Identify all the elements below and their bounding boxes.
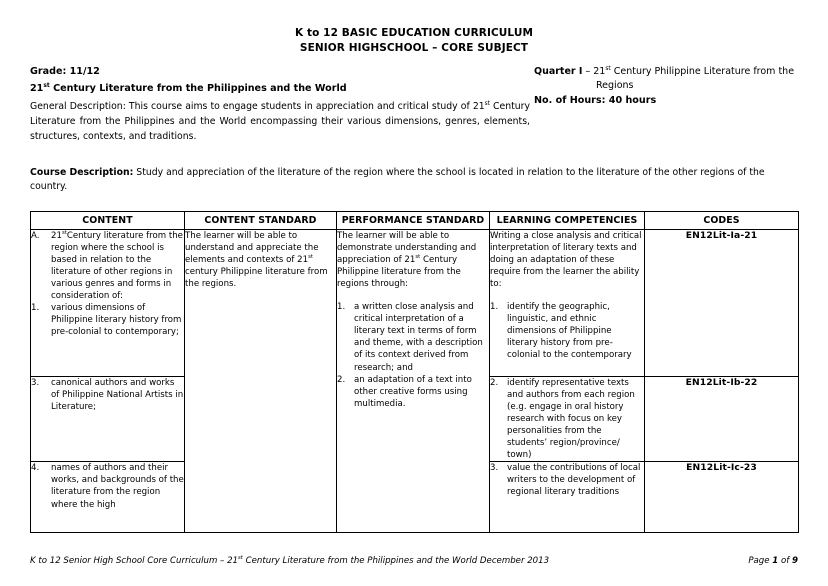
content-standard-cell	[185, 229, 337, 533]
content-item-4-marker: 4.	[31, 463, 40, 474]
column-header-content-standard: CONTENT STANDARD	[185, 211, 337, 229]
footer-page-number: 1	[772, 556, 779, 566]
content-item-a-text-pre: 21	[51, 230, 62, 241]
document-title-line-2: SENIOR HIGHSCHOOL – CORE SUBJECT	[299, 41, 529, 54]
learning-competency-item-1	[490, 301, 644, 361]
learning-competency-item-1-marker: 1.	[490, 302, 499, 313]
learning-competencies-cell-row1	[490, 229, 645, 376]
performance-standard-superscript: st	[415, 253, 421, 260]
performance-standard-item-1-marker: 1.	[337, 302, 346, 313]
curriculum-table	[30, 211, 799, 534]
content-cell-row3	[31, 462, 185, 533]
learning-competencies-cell-row3	[490, 462, 645, 533]
code-cell-row1: EN12Lit-Ia-21	[645, 229, 799, 376]
footer-page-word: Page	[748, 556, 773, 566]
footer-left-post: Century Literature from the Philippines and the World December 2013	[242, 556, 550, 566]
page-footer	[30, 556, 798, 566]
content-item-1	[31, 302, 184, 338]
header-block	[30, 65, 798, 145]
performance-standard-item-2-text: an adaptation of a text into other creative forms using multimedia.	[354, 374, 472, 409]
code-cell-row3: EN12Lit-Ic-23	[645, 462, 799, 533]
quarter-label: Quarter I	[534, 66, 583, 77]
content-item-4-text: names of authors and their works, and backgrounds of the literature from the region where the high	[51, 463, 184, 510]
content-standard-text	[185, 230, 336, 290]
quarter-dash: – 21	[582, 66, 606, 77]
document-title	[30, 26, 798, 55]
performance-standard-intro-post: Century Philippine literature from the regions through:	[337, 254, 461, 289]
column-header-content: CONTENT	[31, 211, 185, 229]
performance-standard-cell	[337, 229, 490, 533]
course-title-prefix: 21	[30, 83, 44, 94]
course-title-superscript: st	[43, 81, 50, 89]
content-item-a-text	[51, 230, 184, 303]
content-item-a-superscript: st	[61, 229, 67, 236]
content-item-3-text: canonical authors and works of Philippine National Artists in Literature;	[51, 377, 184, 412]
content-item-a-marker: A.	[31, 230, 40, 241]
quarter-rest: Century Philippine Literature from the	[610, 66, 795, 77]
learning-competency-item-2	[490, 377, 644, 462]
general-description-part1: This course aims to engage students in appreciation and critical study of 21	[125, 101, 485, 112]
learning-competencies-cell-row2	[490, 376, 645, 462]
content-item-a-text-post: Century literature from the region where the school is based in relation to the literature of other regions in various genres and forms in consideration of:	[51, 230, 183, 302]
column-header-learning-competencies: LEARNING COMPETENCIES	[490, 211, 645, 229]
learning-competencies-intro: Writing a close analysis and critical interpretation of literary texts and doing an adaptation of these require from the learner the ability to:	[490, 230, 642, 289]
column-header-performance-standard: PERFORMANCE STANDARD	[337, 211, 490, 229]
spacer	[337, 290, 489, 301]
spacer	[490, 290, 644, 301]
hours-line: No. of Hours: 40 hours	[534, 95, 657, 106]
document-title-line-1: K to 12 BASIC EDUCATION CURRICULUM	[294, 27, 533, 39]
learning-competency-item-2-marker: 2.	[490, 377, 499, 388]
performance-standard-intro-pre: The learner will be able to demonstrate understanding and appreciation of 21	[337, 230, 477, 265]
header-left-column	[30, 65, 530, 145]
content-item-a	[31, 230, 184, 303]
table-row	[31, 229, 799, 376]
content-cell-row2	[31, 376, 185, 462]
content-standard-text-pre: The learner will be able to understand and appreciate the elements and contexts of 21	[185, 230, 319, 265]
header-right-column	[530, 65, 798, 108]
content-standard-text-post: century Philippine literature from the regions.	[185, 266, 328, 289]
course-description-label: Course Description:	[30, 166, 134, 178]
general-description-superscript: st	[484, 100, 490, 107]
general-description	[30, 99, 530, 145]
table-header-row	[31, 211, 799, 229]
learning-competency-item-3-text: value the contributions of local writers to the development of regional literary traditions	[507, 463, 641, 498]
footer-superscript: st	[238, 555, 243, 562]
code-cell-row2: EN12Lit-Ib-22	[645, 376, 799, 462]
grade-line: Grade: 11/12	[30, 66, 100, 77]
learning-competency-item-3	[490, 462, 644, 498]
learning-competency-item-3-marker: 3.	[490, 463, 499, 474]
content-standard-superscript: st	[308, 253, 313, 260]
general-description-part2: Century Literature from the Philippines and the World encompassing their various dimensions, genres, elements, structures, contexts, and traditions.	[30, 101, 531, 143]
general-description-label: General Description:	[30, 101, 126, 112]
performance-standard-item-2	[337, 374, 489, 410]
footer-page-of: of	[778, 556, 793, 566]
footer-left-pre: K to 12 Senior High School Core Curriculum – 21	[30, 556, 239, 566]
performance-standard-item-1-text: a written close analysis and critical interpretation of a literary text in terms of form and theme, with a description of its context derived from research; and	[354, 302, 483, 373]
quarter-second-line: Regions	[596, 80, 634, 91]
footer-page-indicator	[748, 556, 798, 566]
performance-standard-item-2-marker: 2.	[337, 374, 346, 385]
quarter-line	[534, 65, 798, 79]
course-title-rest: Century Literature from the Philippines and the World	[49, 83, 347, 94]
content-item-1-marker: 1.	[31, 303, 40, 314]
content-item-4	[31, 462, 184, 510]
column-header-codes: CODES	[645, 211, 799, 229]
course-description-text: Study and appreciation of the literature of the region where the school is located in relation to the literature of the other regions of the country.	[30, 166, 765, 192]
content-item-3	[31, 377, 184, 413]
footer-page-total: 9	[792, 556, 798, 566]
content-item-3-marker: 3.	[31, 377, 40, 388]
performance-standard-intro	[337, 230, 489, 290]
content-cell-row1	[31, 229, 185, 376]
course-title-line	[30, 81, 530, 96]
learning-competency-item-1-text: identify the geographic, linguistic, and ethnic dimensions of Philippine literary history from pre-colonial to the contemporary	[507, 302, 632, 361]
learning-competency-item-2-text: identify representative texts and authors from each region (e.g. engage in oral history research with focus on key personalities from the students’ region/province/ town)	[507, 377, 635, 461]
course-description	[30, 166, 798, 194]
content-item-1-text: various dimensions of Philippine literary history from pre-colonial to contemporary;	[51, 303, 182, 338]
performance-standard-item-1	[337, 301, 489, 374]
footer-left-text	[30, 556, 549, 566]
quarter-superscript: st	[605, 65, 611, 72]
